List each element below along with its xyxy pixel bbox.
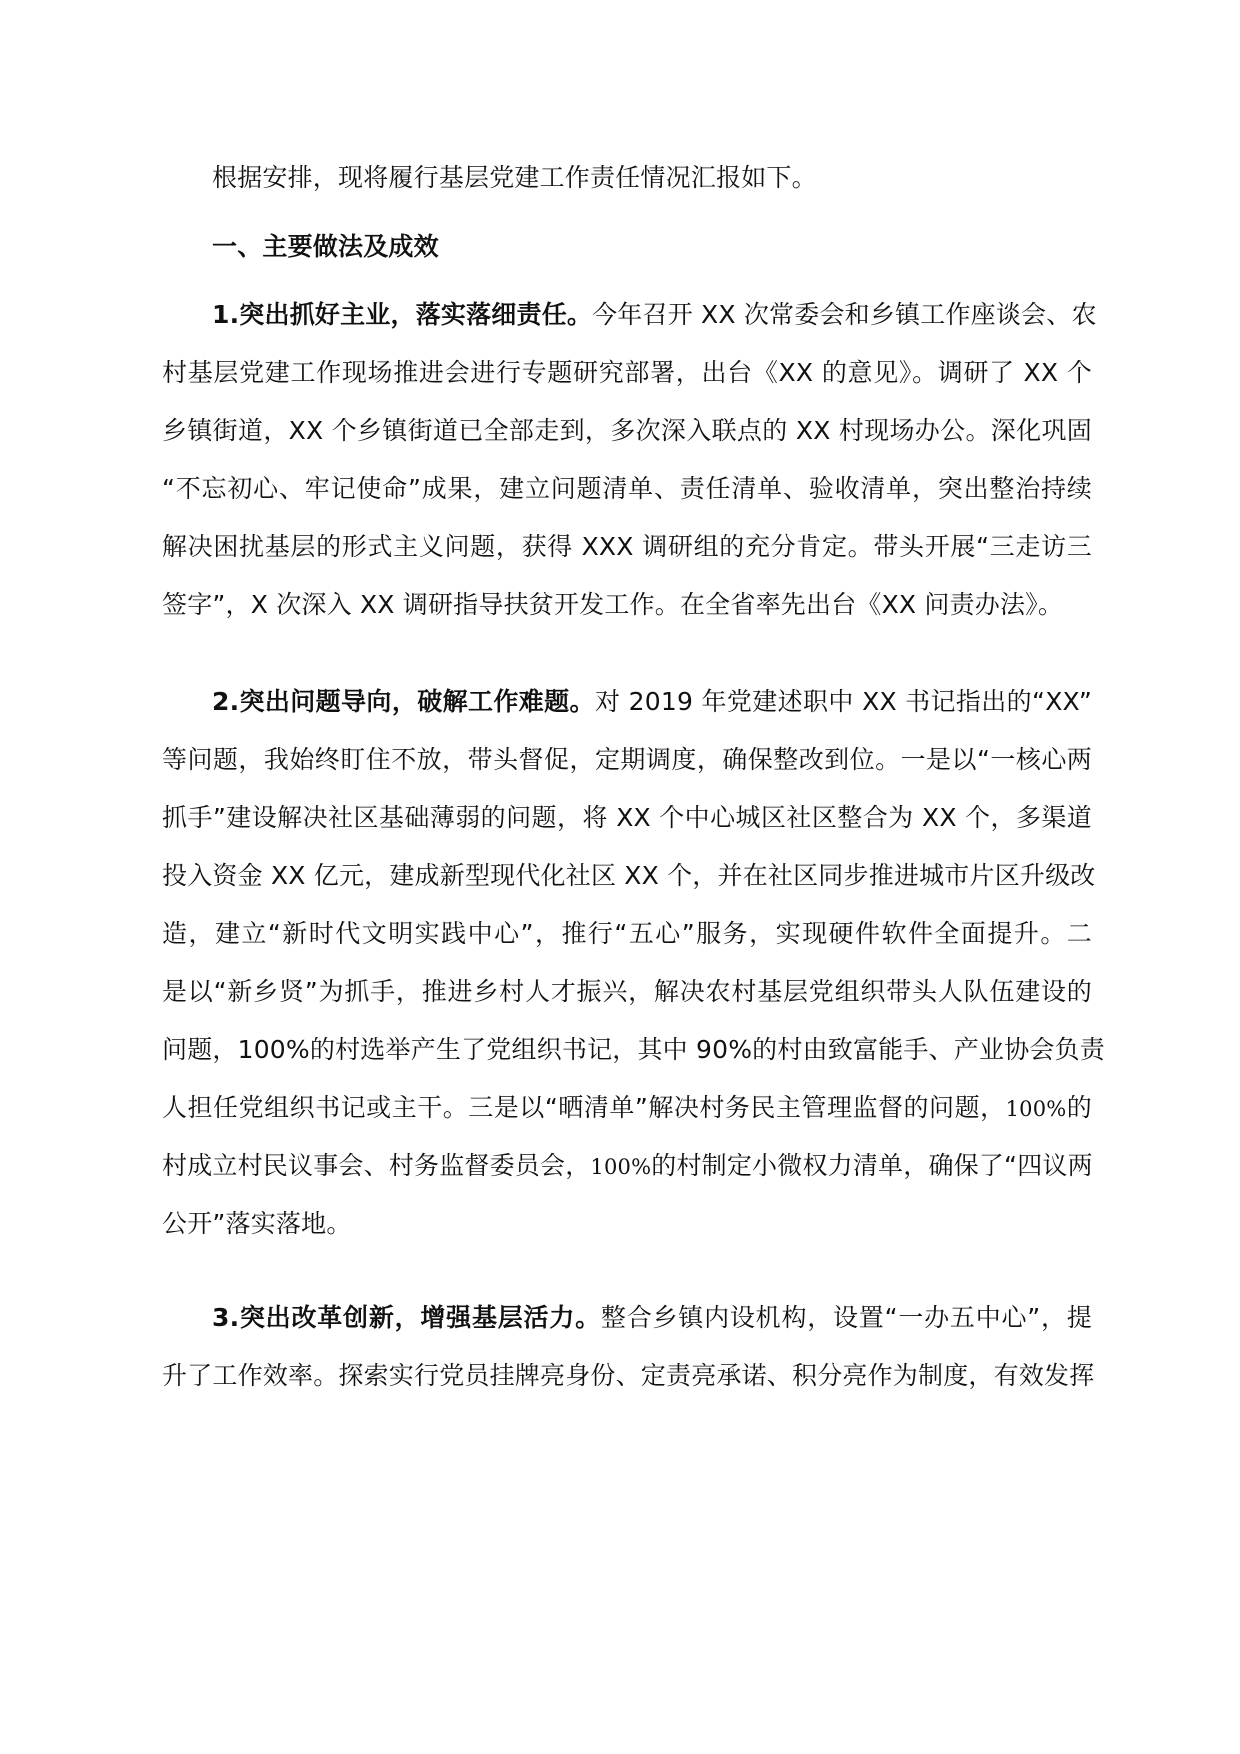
paragraph-2-line: 造，建立“新时代文明实践中心”，推行“五心”服务，实现硬件软件全面提升。二 (162, 919, 1092, 948)
paragraph-2-line (212, 684, 1092, 720)
paragraph-1-line (212, 297, 1097, 333)
paragraph-3-lead: 3.突出改革创新，增强基层活力。 (212, 1303, 601, 1332)
paragraph-2-line: 等问题，我始终盯住不放，带头督促，定期调度，确保整改到位。一是以“一核心两 (162, 745, 1092, 774)
percent-value: 100% (1005, 1097, 1067, 1121)
paragraph-2-text: 村成立村民议事会、村务监督委员会， (162, 1151, 591, 1180)
paragraph-2-line (162, 1148, 1092, 1185)
paragraph-1-line: 签字”，X 次深入 XX 调研指导扶贫开发工作。在全省率先出台《XX 问责办法》。 (162, 590, 1064, 619)
paragraph-2-text: 的 (1066, 1093, 1092, 1122)
section-heading: 一、主要做法及成效 (212, 232, 439, 261)
paragraph-3-line (212, 1300, 1092, 1336)
paragraph-2-text: 的村制定小微权力清单，确保了“四议两 (651, 1151, 1093, 1180)
paragraph-1-text: 今年召开 XX 次常委会和乡镇工作座谈会、农 (592, 300, 1097, 329)
paragraph-2-lead: 2.突出问题导向，破解工作难题。 (212, 687, 595, 716)
intro-paragraph: 根据安排，现将履行基层党建工作责任情况汇报如下。 (212, 163, 817, 192)
paragraph-1-line: 乡镇街道，XX 个乡镇街道已全部走到，多次深入联点的 XX 村现场办公。深化巩固 (162, 416, 1092, 445)
paragraph-2-line (162, 1090, 1092, 1127)
paragraph-2-line: 公开”落实落地。 (162, 1209, 352, 1238)
paragraph-2-line: 投入资金 XX 亿元，建成新型现代化社区 XX 个，并在社区同步推进城市片区升级改 (162, 861, 1096, 890)
paragraph-2-line: 抓手”建设解决社区基础薄弱的问题，将 XX 个中心城区社区整合为 XX 个，多渠道 (162, 803, 1092, 832)
paragraph-1-line: 村基层党建工作现场推进会进行专题研究部署，出台《XX 的意见》。调研了 XX 个 (162, 358, 1092, 387)
paragraph-1-lead: 1.突出抓好主业，落实落细责任。 (212, 300, 593, 329)
paragraph-2-line: 是以“新乡贤”为抓手，推进乡村人才振兴，解决农村基层党组织带头人队伍建设的 (162, 977, 1092, 1006)
paragraph-1-line: “不忘初心、牢记使命”成果，建立问题清单、责任清单、验收清单，突出整治持续 (162, 474, 1092, 503)
paragraph-3-line: 升了工作效率。探索实行党员挂牌亮身份、定责亮承诺、积分亮作为制度，有效发挥 (162, 1361, 1095, 1390)
paragraph-2-text: 人担任党组织书记或主干。三是以“晒清单”解决村务民主管理监督的问题， (162, 1093, 1006, 1122)
paragraph-2-line: 问题，100%的村选举产生了党组织书记，其中 90%的村由致富能手、产业协会负责 (162, 1035, 1105, 1064)
percent-value: 100% (590, 1155, 652, 1179)
paragraph-1-line: 解决困扰基层的形式主义问题，获得 XXX 调研组的充分肯定。带头开展“三走访三 (162, 532, 1092, 561)
paragraph-3-text: 整合乡镇内设机构，设置“一办五中心”，提 (600, 1303, 1093, 1332)
paragraph-2-text: 对 2019 年党建述职中 XX 书记指出的“XX” (594, 687, 1093, 716)
